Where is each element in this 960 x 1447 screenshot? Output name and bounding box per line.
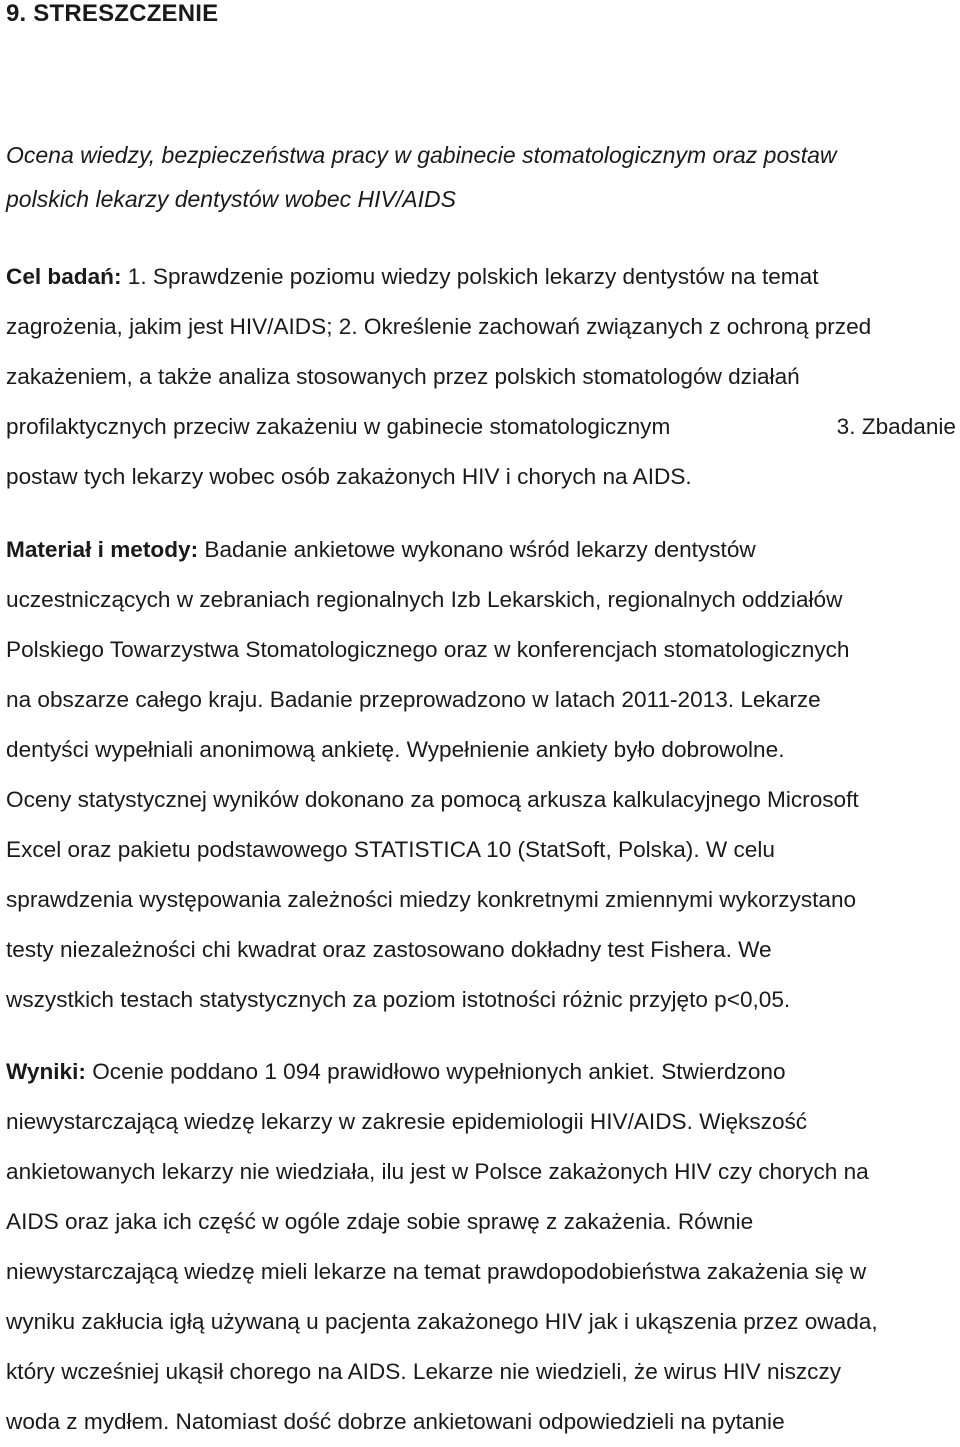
paragraph-line: zakażeniem, a także analiza stosowanych przez polskich stomatologów działań <box>6 364 800 389</box>
paragraph-line <box>6 252 958 302</box>
paragraph-line: AIDS oraz jaka ich część w ogóle zdaje sobie sprawę z zakażenia. Równie <box>6 1209 754 1234</box>
paragraph-line: niewystarczającą wiedzę mieli lekarze na temat prawdopodobieństwa zakażenia się w <box>6 1259 867 1284</box>
paragraph-line: wszystkich testach statystycznych za poziom istotności różnic przyjęto p<0,05. <box>6 987 791 1012</box>
paragraph-line: woda z mydłem. Natomiast dość dobrze ankietowani odpowiedzieli na pytanie <box>6 1409 785 1434</box>
paragraph-line <box>6 525 958 575</box>
paragraph-text: Badanie ankietowe wykonano wśród lekarzy dentystów <box>198 537 756 562</box>
paragraph-line <box>6 402 956 452</box>
paragraph-line: niewystarczającą wiedzę lekarzy w zakresie epidemiologii HIV/AIDS. Większość <box>6 1109 808 1134</box>
paragraph-text: profilaktycznych przeciw zakażeniu w gabinecie stomatologicznym <box>6 414 671 439</box>
paragraph-text: 1. Sprawdzenie poziomu wiedzy polskich lekarzy dentystów na temat <box>121 264 819 289</box>
paragraph-line: Polskiego Towarzystwa Stomatologicznego oraz w konferencjach stomatologicznych <box>6 637 850 662</box>
paragraph-line: uczestniczących w zebraniach regionalnych Izb Lekarskich, regionalnych oddziałów <box>6 587 843 612</box>
paragraph-label: Wyniki: <box>6 1059 86 1084</box>
paragraph-line: testy niezależności chi kwadrat oraz zastosowano dokładny test Fishera. We <box>6 937 772 962</box>
paragraph-text: Ocenie poddano 1 094 prawidłowo wypełnionych ankiet. Stwierdzono <box>85 1059 786 1084</box>
paragraph-line: Excel oraz pakietu podstawowego STATISTICA 10 (StatSoft, Polska). W celu <box>6 837 775 862</box>
paragraph-wyniki <box>6 1047 958 1447</box>
paragraph-line: na obszarze całego kraju. Badanie przeprowadzono w latach 2011-2013. Lekarze <box>6 687 821 712</box>
paragraph-material-i-metody <box>6 525 958 1025</box>
paragraph-line: który wcześniej ukąsił chorego na AIDS. Lekarze nie wiedzieli, że wirus HIV niszczy <box>6 1359 842 1384</box>
document-page <box>6 0 956 1434</box>
paragraph-label: Cel badań: <box>6 264 122 289</box>
paragraph-text: 3. Zbadanie <box>836 414 956 439</box>
paragraph-line: sprawdzenia występowania zależności miedzy konkretnymi zmiennymi wykorzystano <box>6 887 857 912</box>
paragraph-line: Oceny statystycznej wyników dokonano za pomocą arkusza kalkulacyjnego Microsoft <box>6 787 859 812</box>
thesis-title-line: Ocena wiedzy, bezpieczeństwa pracy w gabinecie stomatologicznym oraz postaw <box>6 142 837 168</box>
paragraph-line: dentyści wypełniali anonimową ankietę. Wypełnienie ankiety było dobrowolne. <box>6 737 785 762</box>
thesis-title-line: polskich lekarzy dentystów wobec HIV/AIDS <box>6 186 456 212</box>
thesis-title <box>6 133 956 221</box>
paragraph-line <box>6 1047 958 1097</box>
paragraph-cel-badan <box>6 252 958 502</box>
paragraph-line: zagrożenia, jakim jest HIV/AIDS; 2. Określenie zachowań związanych z ochroną przed <box>6 314 872 339</box>
paragraph-label: Materiał i metody: <box>6 537 199 562</box>
paragraph-line: wyniku zakłucia igłą używaną u pacjenta zakażonego HIV jak i ukąszenia przez owada, <box>6 1309 878 1334</box>
paragraph-line: ankietowanych lekarzy nie wiedziała, ilu jest w Polsce zakażonych HIV czy chorych na <box>6 1159 869 1184</box>
section-heading: 9. STRESZCZENIE <box>6 0 219 27</box>
paragraph-line: postaw tych lekarzy wobec osób zakażonych HIV i chorych na AIDS. <box>6 464 692 489</box>
